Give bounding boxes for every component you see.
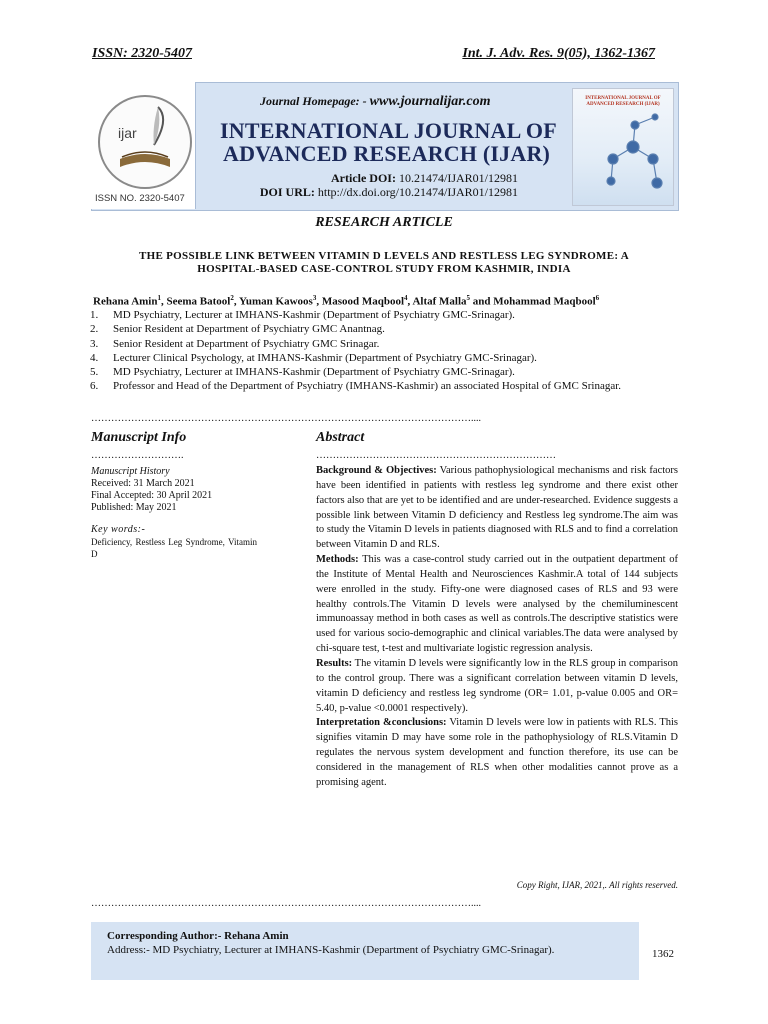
author-list (93, 294, 599, 308)
corresponding-author-label: Corresponding Author:- Rehana Amin (107, 930, 289, 942)
journal-title-line2: ADVANCED RESEARCH (IJAR) (223, 141, 551, 166)
journal-logo (98, 95, 192, 189)
author-name: Masood Maqbool (321, 295, 405, 308)
doi-block (230, 171, 518, 199)
author-name: Seema Batool (166, 295, 231, 308)
running-header-citation: Int. J. Adv. Res. 9(05), 1362-1367 (462, 46, 655, 61)
author-separator: , (316, 295, 322, 308)
journal-homepage (260, 94, 491, 110)
manuscript-info-body (91, 466, 291, 560)
affiliation-number: 5. (90, 366, 99, 379)
affiliation-text: Senior Resident at Department of Psychiatry GMC Srinagar. (113, 337, 380, 350)
abstract-section (316, 553, 678, 657)
homepage-label: Journal Homepage: - (260, 94, 367, 108)
affiliation-item (90, 308, 680, 322)
book-quill-icon (100, 97, 190, 187)
author-separator: and (470, 295, 494, 308)
cover-title: INTERNATIONAL JOURNAL OF ADVANCED RESEARCH (IJAR) (585, 96, 661, 107)
affiliation-text: Senior Resident at Department of Psychiatry GMC Anantnag. (113, 323, 385, 336)
author-affiliation-mark: 4 (404, 294, 408, 302)
separator-top: …………………………………………………………………………………………………….... (91, 413, 481, 424)
logo-issn: ISSN NO. 2320-5407 (95, 193, 185, 204)
doi-url-link[interactable]: http://dx.doi.org/10.21474/IJAR01/12981 (317, 185, 518, 199)
affiliation-number: 4. (90, 351, 99, 364)
abstract-section-text: This was a case-control study carried out in the outpatient department of the Institute of Mental Health and Neurosciences Kashmir.A total of 144 subjects were enrolled in the study. Fifty-one were diagnosed cases of RLS and 93 were healthy controls.The Vitamin D levels were analysed by the chemiluminescent immunoassay method in both cases as well as controls.The descriptive statistics were used for various socio-demographic and clinical variables.The data were analysed by chi-square test, t-test and multivariate logistic regression analysis. (316, 554, 678, 655)
abstract-section (316, 464, 678, 553)
copyright-notice: Copy Right, IJAR, 2021,. All rights reserved. (516, 880, 678, 890)
abstract-section-text: Vitamin D levels were low in patients with RLS. This signifies vitamin D may have some role in the pathophysiology of RLS.Vitamin D regulates the nervous system development and function therefore, its use can be considered in the management of RLS when other modalities cannot prove as a promising agent. (316, 717, 679, 788)
doi-label: Article DOI: (331, 171, 396, 185)
author-affiliation-mark: 2 (230, 294, 234, 302)
paper-title-line2: HOSPITAL-BASED CASE-CONTROL STUDY FROM KASHMIR, INDIA (197, 263, 571, 275)
abstract-section-label: Interpretation &conclusions: (316, 717, 447, 729)
affiliation-text: Professor and Head of the Department of Psychiatry (IMHANS-Kashmir) an associated Hospital of GMC Srinagar. (113, 380, 622, 393)
affiliation-item (90, 365, 680, 379)
doi-value: 10.21474/IJAR01/12981 (398, 171, 518, 185)
abstract-section-label: Background & Objectives: (316, 465, 437, 476)
journal-title-line1: INTERNATIONAL JOURNAL OF (220, 118, 557, 143)
accepted-date: Final Accepted: 30 April 2021 (91, 490, 213, 501)
abstract-section (316, 716, 678, 790)
affiliation-list (90, 308, 680, 394)
author-affiliation-mark: 1 (157, 294, 161, 302)
affiliation-item (90, 351, 680, 365)
author-separator: , (233, 295, 239, 308)
affiliation-item (90, 337, 680, 351)
affiliation-number: 6. (90, 380, 99, 393)
affiliation-number: 3. (90, 337, 99, 350)
affiliation-text: MD Psychiatry, Lecturer at IMHANS-Kashmir (Department of Psychiatry GMC-Srinagar). (113, 366, 515, 379)
manuscript-info-heading: Manuscript Info (91, 430, 187, 445)
affiliation-number: 2. (90, 323, 99, 336)
author-affiliation-mark: 3 (312, 294, 317, 302)
author-separator: , (407, 295, 413, 308)
manuscript-info-dots: ………………………. (91, 450, 184, 461)
logo-text: ijar (118, 125, 137, 141)
keywords-label: Key words:- (91, 524, 146, 535)
author-name: Yuman Kawoos (238, 295, 313, 308)
separator-bottom: …………………………………………………………………………………………………….... (91, 898, 481, 909)
abstract-heading: Abstract (316, 430, 365, 445)
doi-url-label: DOI URL: (259, 185, 315, 199)
published-date: Published: May 2021 (91, 502, 177, 513)
corresponding-author (107, 929, 619, 957)
author-separator: , (161, 295, 167, 308)
journal-title (220, 119, 557, 165)
affiliation-text: MD Psychiatry, Lecturer at IMHANS-Kashmir (Department of Psychiatry GMC-Srinagar). (113, 309, 515, 321)
abstract-section-label: Methods: (316, 554, 359, 566)
affiliation-text: Lecturer Clinical Psychology, at IMHANS-Kashmir (Department of Psychiatry GMC-Srinagar). (113, 351, 537, 364)
author-affiliation-mark: 6 (595, 294, 600, 302)
abstract-section (316, 657, 678, 716)
received-date: Received: 31 March 2021 (91, 478, 195, 489)
keywords: Deficiency, Restless Leg Syndrome, Vitamin D (91, 537, 257, 559)
page-number: 1362 (652, 948, 674, 960)
affiliation-item (90, 379, 680, 393)
article-type: RESEARCH ARTICLE (315, 215, 453, 230)
affiliation-item (90, 322, 680, 336)
running-header-issn: ISSN: 2320-5407 (92, 46, 192, 61)
author-name: Rehana Amin (93, 295, 158, 308)
abstract-body (316, 464, 678, 791)
corresponding-author-address: Address:- MD Psychiatry, Lecturer at IMHANS-Kashmir (Department of Psychiatry GMC-Srinagar). (107, 944, 555, 956)
abstract-dots: ……………………………………………………………… (316, 450, 556, 461)
abstract-section-label: Results: (316, 657, 353, 669)
author-name: Altaf Malla (412, 295, 467, 308)
author-affiliation-mark: 5 (466, 294, 471, 302)
paper-title (100, 250, 668, 276)
paper-title-line1: THE POSSIBLE LINK BETWEEN VITAMIN D LEVELS AND RESTLESS LEG SYNDROME: A (138, 250, 630, 262)
abstract-section-text: Various pathophysiological mechanisms and risk factors have been identified in patients with restless leg syndrome and there exist other factors also that are yet to be identified and are under-researched. Evidence suggests a possible link between Vitamin D deficiency and Restless leg syndrome.The aim was to study the Vitamin D levels in patients diagnosed with RLS and to find a correlation between Vitamin D and RLS. (316, 465, 678, 551)
abstract-section-text: The vitamin D levels were significantly low in the RLS group in comparison to the control group. There was a significant correlation between vitamin D levels, vitamin D deficiency and restless leg syndrome (OR= 1.01, p-value 0.005 and OR= 5.40, p-value <0.0001 respectively). (316, 657, 678, 714)
homepage-link[interactable]: www.journalijar.com (369, 94, 491, 109)
affiliation-number: 1. (90, 309, 99, 321)
manuscript-history-label: Manuscript History (91, 466, 170, 477)
author-name: Mohammad Maqbool (493, 295, 596, 308)
